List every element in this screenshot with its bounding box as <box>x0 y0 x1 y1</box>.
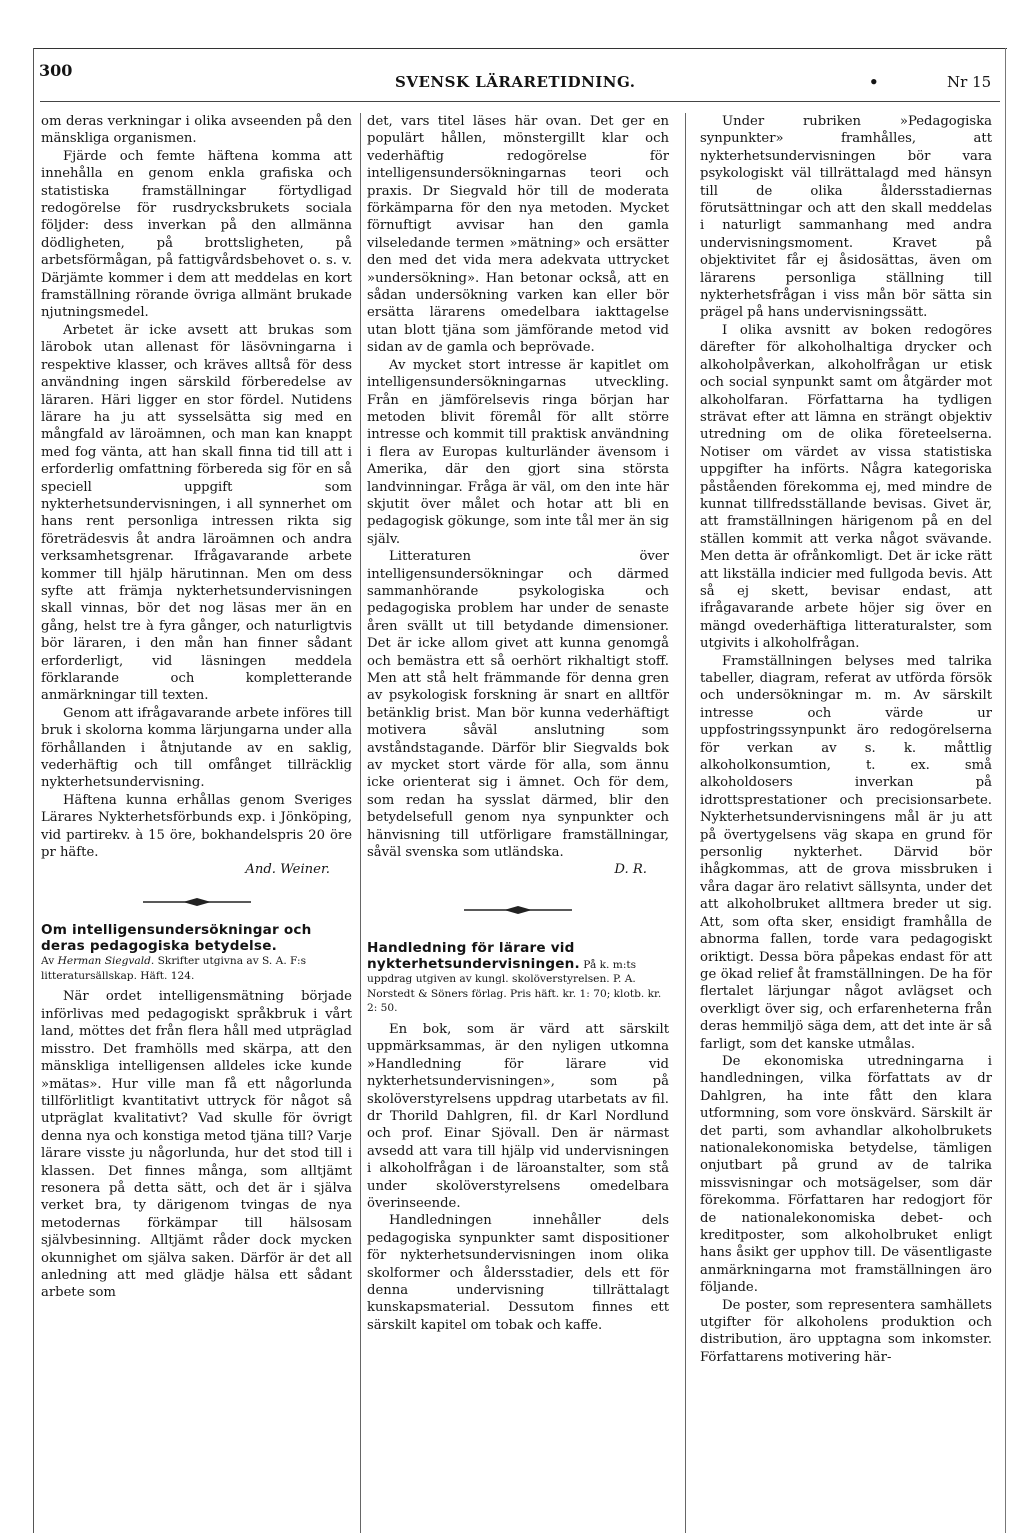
column-rule-2 <box>685 113 686 1533</box>
issue-number: Nr 15 <box>947 73 992 91</box>
signature-weiner: And. Weiner. <box>245 862 330 878</box>
col2-paragraph-1: det, vars titel läses här ovan. Det ger en populärt hållen, mönstergillt klar och vederhäftig redogörelse för intelligensundersökningarnas teori och praxis. Dr Siegvald hör till de moderata förkämparna för den nya metoden. Mycket förnuftigt avvisar han den gamla vilseledande termen »mätning» och ersätter den med det vida mera adekvata uttrycket »undersökning». Han betonar också, att en sådan undersökning varken kan eller bör ersätta lärarens omedelbara iakttagelse utan blott tjäna som jämförande metod vid sidan av de gamla och beprövade. <box>367 114 669 356</box>
col2-paragraph-4: En bok, som är värd att särskilt uppmärksammas, är den nyligen utkomna »Handledning för lärare vid nykterhetsundervisningen», som på skolöverstyrelsens uppdrag utarbetats av fil. dr Thorild Dahlgren, fil. dr Karl Nordlund och prof. Einar Sjövall. Den är närmast avsedd att vara till hjälp vid undervisningen i alkoholfrågan i de läroanstalter, som stå under skolöverstyrelsens omedelbara överinseende. <box>367 1021 669 1212</box>
col1-paragraph-3: Arbetet är icke avsett att brukas som lärobok utan allenast för läsövningarna i respektive klasser, och kräves alltså för dess användning ingen särskild förberedelse av läraren. Häri ligger en stor fördel. Nutidens lärare ha ju att sysselsätta sig med en mångfald av läroämnen, och man kan knappt med fog vänta, att han skall finna tid till att i erforderlig omfattning förbereda sig för en så speciell uppgift som nykterhetsundervisningen, i all synnerhet om hans rent personliga intressen rikta sig företrädesvis åt andra läroämnen och andra verksamhetsgrenar. Ifrågavarande arbete kommer till hjälp härutinnan. Men om dess syfte att främja nykterhetsundervisningen skall vinnas, bör det nog läsas mer än en gång, helst tre à fyra gånger, och naturligtvis bör läraren, i den mån han finner sådant erforderligt, vid läsningen meddela förklarande och kompletterande anmärkningar till texten. <box>41 322 352 704</box>
col1-paragraph-6: När ordet intelligensmätning började införlivas med pedagogiskt språkbruk i vårt land, möttes det från flera håll med utpräglad misstro. Det framhölls med skärpa, att den mänskliga intelligensen alldeles icke kunde »mätas». Hur ville man få ett någorlunda tillförlitligt kvantitativt uttryck för något så utpräglat kvalitativt? Vad skulle för övrigt denna nya och konstiga metod tjäna till? Varje lärare visste ju någorlunda, hur det stod till i klassen. Det finnes många, som alltjämt resonera på detta sätt, och det är i själva verket bra, ty därigenom tvingas de nya metodernas förkämpar till hälsosam självbesinning. Alltjämt råder dock mycken okunnighet om själva saken. Därför är det all anledning att med glädje hälsa ett sådant arbete som <box>41 989 352 1301</box>
col1-paragraph-5: Häftena kunna erhållas genom Sveriges Lärares Nykterhetsförbunds exp. i Jönköping, vid partirekv. à 15 öre, bokhandelspris 20 öre pr häfte. <box>41 792 352 861</box>
review-heading-handledning <box>367 941 669 1016</box>
column-2 <box>367 113 669 1334</box>
column-rule-1 <box>360 113 361 1533</box>
page-right-border <box>1005 48 1006 1533</box>
page-left-border <box>33 48 34 1533</box>
col2-paragraph-3: Litteraturen över intelligensundersökningar och därmed sammanhörande psykologiska och pedagogiska problem har under de senaste åren svällt ut till betydande dimensioner. Det är icke allom givet att kunna genomgå och bemästra ett så oerhört rikhaltigt stoff. Men att stå helt främmande för denna gren av psykologisk forskning är snart en alltför betänklig brist. Man bör kunna vederhäftigt motivera såväl anslutning som avståndstagande. Därför blir Siegvalds bok av mycket stort värde för alla, som ännu icke orienterat sig i ämnet. Och för dem, som redan ha sysslat därmed, blir den betydelsefull genom nya synpunkter och hänvisning till utförligare framställningar, såväl svenska som utländska. <box>367 549 669 861</box>
col3-paragraph-5: De poster, som representera samhällets utgifter för alkoholens produktion och distribution, äro upptagna som inkomster. Författarens motivering här- <box>700 1297 992 1365</box>
col3-paragraph-2: I olika avsnitt av boken redogöres därefter för alkoholhaltiga drycker och alkoholpåverkan, alkoholfrågan ur etisk och social synpunkt samt om åtgärder mot alkoholfaran. Författarna ha tydligen strävat efter att lämna en strängt objektiv utredning om de olika företeelserna. Notiser om värdet av vissa statistiska uppgifter ha införts. Några kategoriska påståenden förekomma ej, med mindre de kunnat tillfredsställande bevisas. Givet är, att framställningen härigenom på en del ställen kommit att verka något svävande. Men detta är ofrånkomligt. Det är icke rätt att likställa indicier med fullgoda bevis. Att så ej skett, bevisar endast, att ifrågavarande arbete höjer sig över en mängd ovederhäftiga litteraturalster, som utgivits i alkoholfrågan. <box>700 322 992 652</box>
page-number: 300 <box>39 61 73 80</box>
review-publication-details-2: På k. m:ts uppdrag utgiven av kungl. skolöverstyrelsen. P. A. Norstedt & Söners förlag. Pris häft. kr. 1: 70; klotb. kr. 2: 50. <box>367 958 662 1015</box>
review-publication-details: Skrifter utgivna av S. A. F:s litteratursällskap. Häft. 124. <box>41 955 307 982</box>
signature-dr: D. R. <box>614 862 647 878</box>
col1-paragraph-4: Genom att ifrågavarande arbete införes till bruk i skolorna komma lärjungarna under alla förhållanden i åtnjutande av en saklig, vederhäftig och till omfånget tillräcklig nykterhetsundervisning. <box>41 705 352 791</box>
review-byline-intelligence <box>41 954 352 983</box>
col1-paragraph-2: Fjärde och femte häftena komma att innehålla en genom enkla grafiska och statistiska framställningar förtydligad redogörelse för rusdrycksbrukets sociala följder: dess inverkan på den allmänna dödligheten, på brottsligheten, på arbetsförmågan, på fattigvårdsbehovet o. s. v. Därjämte kommer i dem att meddelas en kort framställning rörande övriga allmänt brukade njutningsmedel. <box>41 148 352 321</box>
header-rule <box>40 101 1000 102</box>
col3-paragraph-4: De ekonomiska utredningarna i handledningen, vilka författats av dr Dahlgren, ha inte fått den klara utformning, som vore önskvärd. Särskilt är det parti, som avhandlar alkoholbrukets nationalekonomiska betydelse, tämligen onjutbart på grund av de talrika missvisningar och motsägelser, som där förekomma. Författaren har redogjort för de nationalekonomiska debet- och kreditposter, som alkoholbruket enligt hans åsikt ger upphov till. De väsentligaste anmärkningarna mot framställningen äro följande. <box>700 1053 992 1296</box>
page-top-border <box>33 48 1007 49</box>
col2-paragraph-2: Av mycket stort intresse är kapitlet om intelligensundersökningarnas utveckling. Från en jämförelsevis ringa början har metoden blivit föremål för allt större intresse och kommit till praktisk användning i flera av Europas kulturländer ävensom i Amerika, där den gjort sina största landvinningar. Fråga är väl, om den inte här skjutit över målet och hotar att bli en pedagogisk gökunge, som inte tål mer än sig själv. <box>367 357 669 547</box>
col3-paragraph-3: Framställningen belyses med talrika tabeller, diagram, referat av utförda försök och undersökningar m. m. Av särskilt intresse och värde ur uppfostringssynpunkt äro redogörelserna för verkan av s. k. måttlig alkoholkonsumtion, t. ex. små alkoholdosers inverkan på idrottsprestationer och precisionsarbete. Nykterhetsundervisningens mål är ju att på övertygelsens väg skapa en grund för personlig nykterhet. Därvid bör ihågkommas, att de grova missbruken i våra dagar äro relativt sällsynta, under det att alkoholbruket alltmera breder ut sig. Att, som ofta sker, ensidigt framhålla de abnorma fallen, torde vara pedagogiskt oriktigt. Dessa böra påpekas endast för att ge ökad relief åt framställningen. De ha för flertalet lärjungar något avlägset och overkligt över sig, och erfarenheterna från deras hemmiljö säga dem, att det inte är så farligt, som det kanske utmålas. <box>700 653 992 1052</box>
col2-paragraph-5: Handledningen innehåller dels pedagogiska synpunkter samt dispositioner för nykterhetsundervisningen inom olika skolformer och åldersstadier, dels ett för denna undervisning tillrättalagt kunskapsmaterial. Dessutom finnes ett särskilt kapitel om tobak och kaffe. <box>367 1213 669 1333</box>
column-1 <box>41 113 352 1302</box>
column-3 <box>700 113 992 1366</box>
header-dot: • <box>869 73 879 91</box>
journal-title: SVENSK LÄRARETIDNING. <box>395 73 636 91</box>
review-author: Herman Siegvald. <box>57 955 155 968</box>
section-divider-ornament <box>143 897 251 907</box>
col3-paragraph-1: Under rubriken »Pedagogiska synpunkter» framhålles, att nykterhetsundervisningen bör vara psykologiskt väl tillrättalagd med hänsyn till de olika åldersstadiernas förutsättningar och att den skall meddelas i naturligt sammanhang med andra undervisningsmoment. Kravet på objektivitet får ej åsidosättas, även om lärarens personliga ställning till nykterhetsfrågan i viss mån bör sätta sin prägel på hans undervisningssätt. <box>700 114 992 321</box>
review-title-handledning: Handledning för lärare vid nykterhetsundervisningen. <box>367 939 580 972</box>
section-divider-ornament-2 <box>464 905 572 915</box>
col1-paragraph-1: om deras verkningar i olika avseenden på den mänskliga organismen. <box>41 114 352 147</box>
review-title-intelligence: Om intelligensundersökningar och deras pedagogiska betydelse. <box>41 921 312 954</box>
review-author-prefix: Av <box>41 955 55 968</box>
